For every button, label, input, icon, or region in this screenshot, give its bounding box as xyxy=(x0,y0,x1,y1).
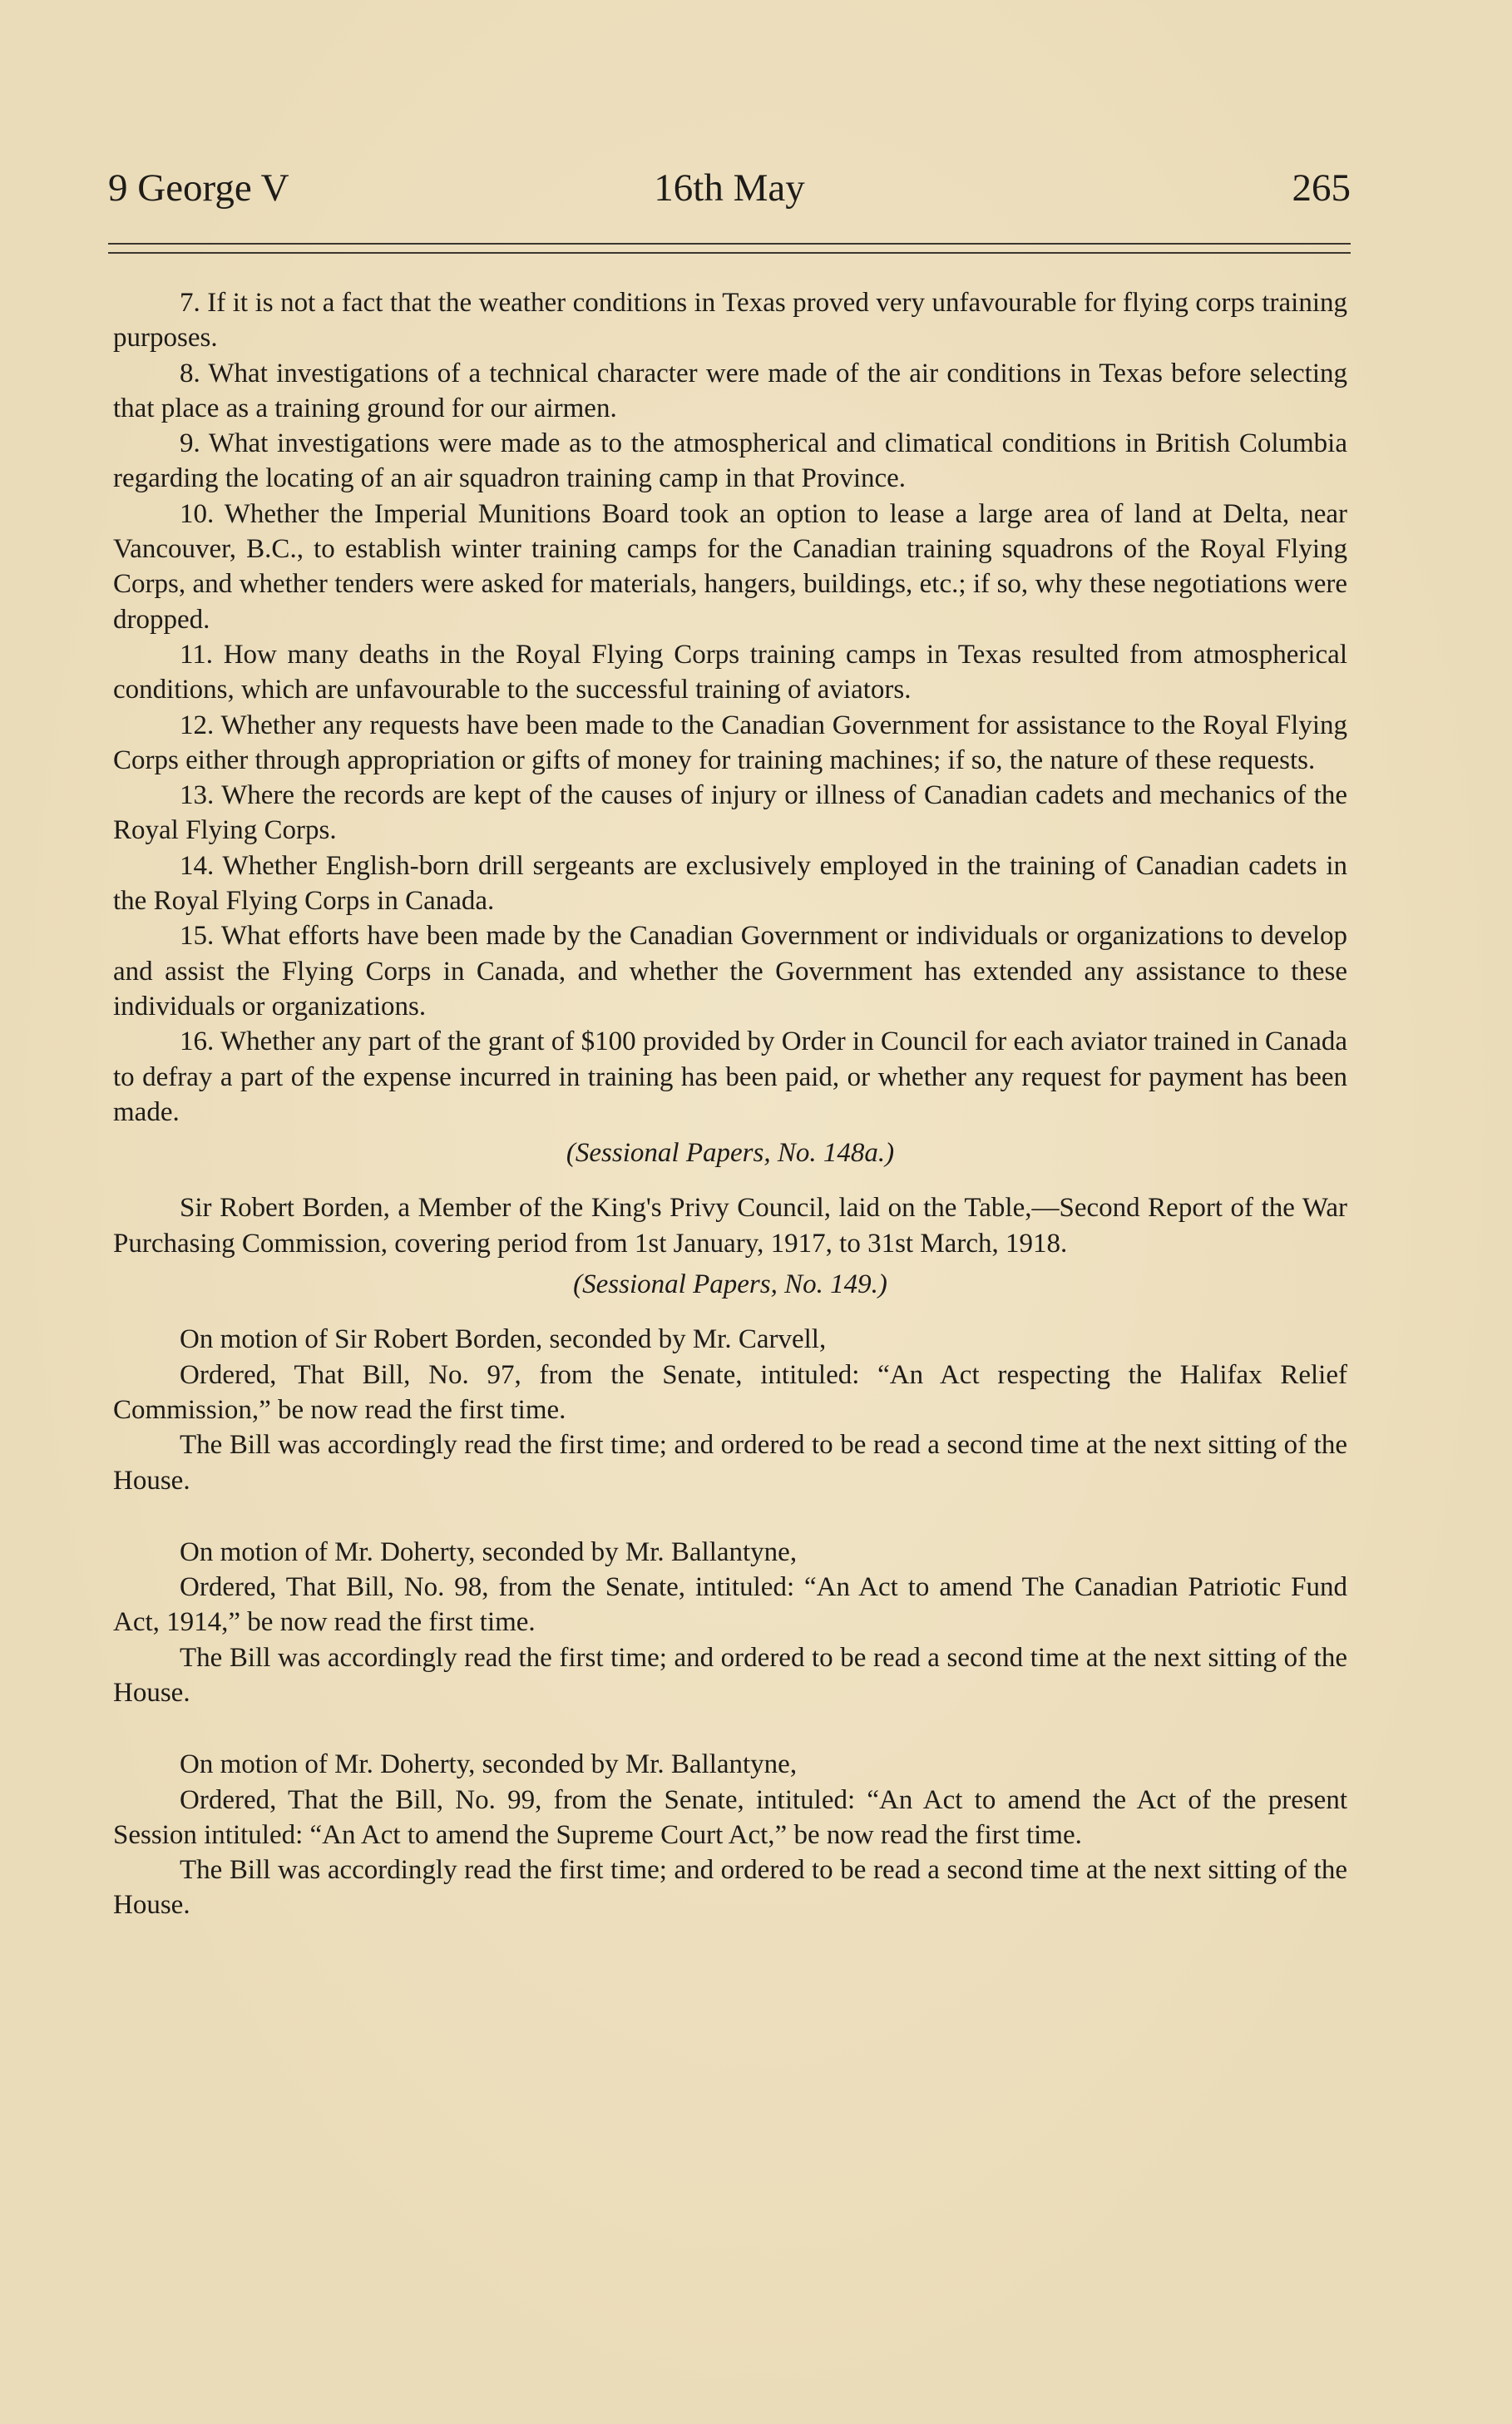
page-header xyxy=(108,163,1351,213)
question-12: 12. Whether any requests have been made to the Canadian Government for assistance to the Royal Flying Corps either through appropriation or gifts of money for training machines; if so, the nature of these requests. xyxy=(113,710,1347,775)
motion-1-intro: On motion of Sir Robert Borden, seconded by Mr. Carvell, xyxy=(180,1324,827,1355)
section-spacer xyxy=(113,1498,1347,1535)
sessional-paper-ref-148a: (Sessional Papers, No. 148a.) xyxy=(566,1138,895,1169)
motion-1-ordered: Ordered, That Bill, No. 97, from the Senate, intituled: “An Act respecting the Halifax Relief Commission,” be now read the first time. xyxy=(113,1359,1347,1425)
page-body xyxy=(113,285,1347,1923)
motion-3-intro: On motion of Mr. Doherty, seconded by Mr. Ballantyne, xyxy=(180,1749,798,1780)
page-date: 16th May xyxy=(654,166,805,210)
question-11: 11. How many deaths in the Royal Flying Corps training camps in Texas resulted from atmospherical conditions, which are unfavourable to the successful training of aviators. xyxy=(113,639,1347,705)
regnal-year: 9 George V xyxy=(108,166,289,210)
motion-2-ordered: Ordered, That Bill, No. 98, from the Senate, intituled: “An Act to amend The Canadian Patriotic Fund Act, 1914,” be now read the first time. xyxy=(113,1572,1347,1638)
question-16: 16. Whether any part of the grant of $100 provided by Order in Council for each aviator trained in Canada to defray a part of the expense incurred in training has been paid, or whether any request for payment has been made. xyxy=(113,1026,1347,1127)
motion-3-ordered: Ordered, That the Bill, No. 99, from the Senate, intituled: “An Act to amend the Act of the present Session intituled: “An Act to amend the Supreme Court Act,” be now read the first time. xyxy=(113,1784,1347,1850)
borden-report-paragraph: Sir Robert Borden, a Member of the King's Privy Council, laid on the Table,—Second Report of the War Purchasing Commission, covering period from 1st January, 1917, to 31st March, 1918. xyxy=(113,1193,1347,1259)
motion-2-intro: On motion of Mr. Doherty, seconded by Mr. Ballantyne, xyxy=(180,1536,798,1567)
header-rule-top xyxy=(108,243,1351,245)
sessional-paper-ref-149: (Sessional Papers, No. 149.) xyxy=(573,1269,887,1300)
section-spacer xyxy=(113,1710,1347,1747)
question-9: 9. What investigations were made as to the atmospherical and climatical conditions in British Columbia regarding the locating of an air squadron training camp in that Province. xyxy=(113,428,1347,494)
question-13: 13. Where the records are kept of the causes of injury or illness of Canadian cadets and mechanics of the Royal Flying Corps. xyxy=(113,780,1347,846)
header-rule-bottom xyxy=(108,252,1351,254)
question-8: 8. What investigations of a technical character were made of the air conditions in Texas before selecting that place as a training ground for our airmen. xyxy=(113,358,1347,423)
question-15: 15. What efforts have been made by the Canadian Government or individuals or organizations to develop and assist the Flying Corps in Canada, and whether the Government has extended any assistance to these individuals or organizations. xyxy=(113,921,1347,1022)
motion-3-result: The Bill was accordingly read the first time; and ordered to be read a second time at the next sitting of the House. xyxy=(113,1855,1347,1921)
question-14: 14. Whether English-born drill sergeants are exclusively employed in the training of Canadian cadets in the Royal Flying Corps in Canada. xyxy=(113,850,1347,917)
question-7: 7. If it is not a fact that the weather conditions in Texas proved very unfavourable for flying corps training purposes. xyxy=(113,288,1347,354)
question-10: 10. Whether the Imperial Munitions Board took an option to lease a large area of land at Delta, near Vancouver, B.C., to establish winter training camps for the Canadian training squadrons of the Royal Flying Corps, and whether tenders were asked for materials, hangers, buildings, etc.; if so, why these negotiations were dropped. xyxy=(113,498,1347,635)
motion-2-result: The Bill was accordingly read the first time; and ordered to be read a second time at the next sitting of the House. xyxy=(113,1642,1347,1708)
motion-1-result: The Bill was accordingly read the first time; and ordered to be read a second time at the next sitting of the House. xyxy=(113,1430,1347,1496)
page-number: 265 xyxy=(1292,166,1351,210)
